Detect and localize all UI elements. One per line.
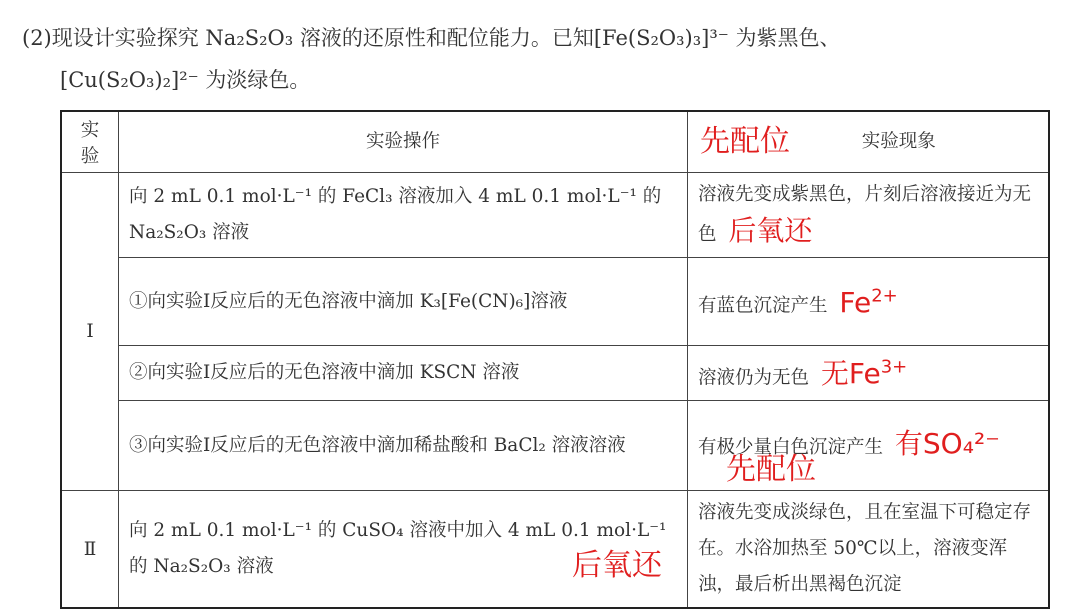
operation-cell: ②向实验Ⅰ反应后的无色溶液中滴加 KSCN 溶液 <box>119 346 688 401</box>
intro-line-2: [Cu(S₂O₃)₂]²⁻ 为淡绿色。 <box>60 68 311 92</box>
table-row <box>61 401 1049 491</box>
table-row <box>61 173 1049 258</box>
annotation-sulfate-note: 有SO₄²⁻ <box>894 426 1000 460</box>
phenomenon-cell: 有蓝色沉淀产生 $Fe^{2+}$ <box>688 258 1050 346</box>
operation-cell: ①向实验Ⅰ反应后的无色溶液中滴加 K₃[Fe(CN)₆]溶液 <box>119 258 688 346</box>
phenomenon-cell: 溶液先变成淡绿色，且在室温下可稳定存在。水浴加热至 50℃以上，溶液变浑浊，最后析出黑褐色沉淀 <box>688 491 1050 609</box>
annotation-fe2-note: $Fe^{2+}$ <box>839 285 898 319</box>
table-row <box>61 346 1049 401</box>
header-experiment: 实验 <box>61 111 119 173</box>
operation-cell: 向 2 mL 0.1 mol·L⁻¹ 的 FeCl₃ 溶液加入 4 mL 0.1 mol·L⁻¹ 的 Na₂S₂O₃ 溶液 <box>119 173 688 258</box>
phenomenon-cell: 有极少量白色沉淀产生 有SO₄²⁻ <box>688 401 1050 491</box>
intro-line-1: (2)现设计实验探究 Na₂S₂O₃ 溶液的还原性和配位能力。已知[Fe(S₂O₃)₃]³⁻ 为紫黑色、 <box>22 26 841 50</box>
experiment-group-1: Ⅰ <box>61 173 119 491</box>
annotation-oxidation-note: 后氧还 <box>728 214 813 247</box>
annotation-coordination-first-2: 先配位 <box>726 452 816 487</box>
phenomenon-cell: 溶液先变成紫黑色，片刻后溶液接近为无色 后氧还 <box>688 173 1050 258</box>
table-row <box>61 491 1049 609</box>
experiment-group-2: Ⅱ <box>61 491 119 609</box>
phenomenon-cell: 溶液仍为无色 无$Fe^{3+}$ <box>688 346 1050 401</box>
annotation-oxidation-later-2: 后氧还 <box>572 548 662 583</box>
table-row <box>61 258 1049 346</box>
header-operation: 实验操作 <box>119 111 688 173</box>
table-header-row <box>61 111 1049 173</box>
annotation-no-fe3-note: 无$Fe^{3+}$ <box>820 357 908 391</box>
annotation-coordination-first: 先配位 <box>700 124 790 159</box>
operation-cell: 向 2 mL 0.1 mol·L⁻¹ 的 CuSO₄ 溶液中加入 4 mL 0.1 mol·L⁻¹ 的 Na₂S₂O₃ 溶液 <box>119 491 688 609</box>
experiment-table <box>60 110 1050 609</box>
operation-cell: ③向实验Ⅰ反应后的无色溶液中滴加稀盐酸和 BaCl₂ 溶液溶液 <box>119 401 688 491</box>
header-phenomenon: 实验现象 <box>688 111 1050 173</box>
